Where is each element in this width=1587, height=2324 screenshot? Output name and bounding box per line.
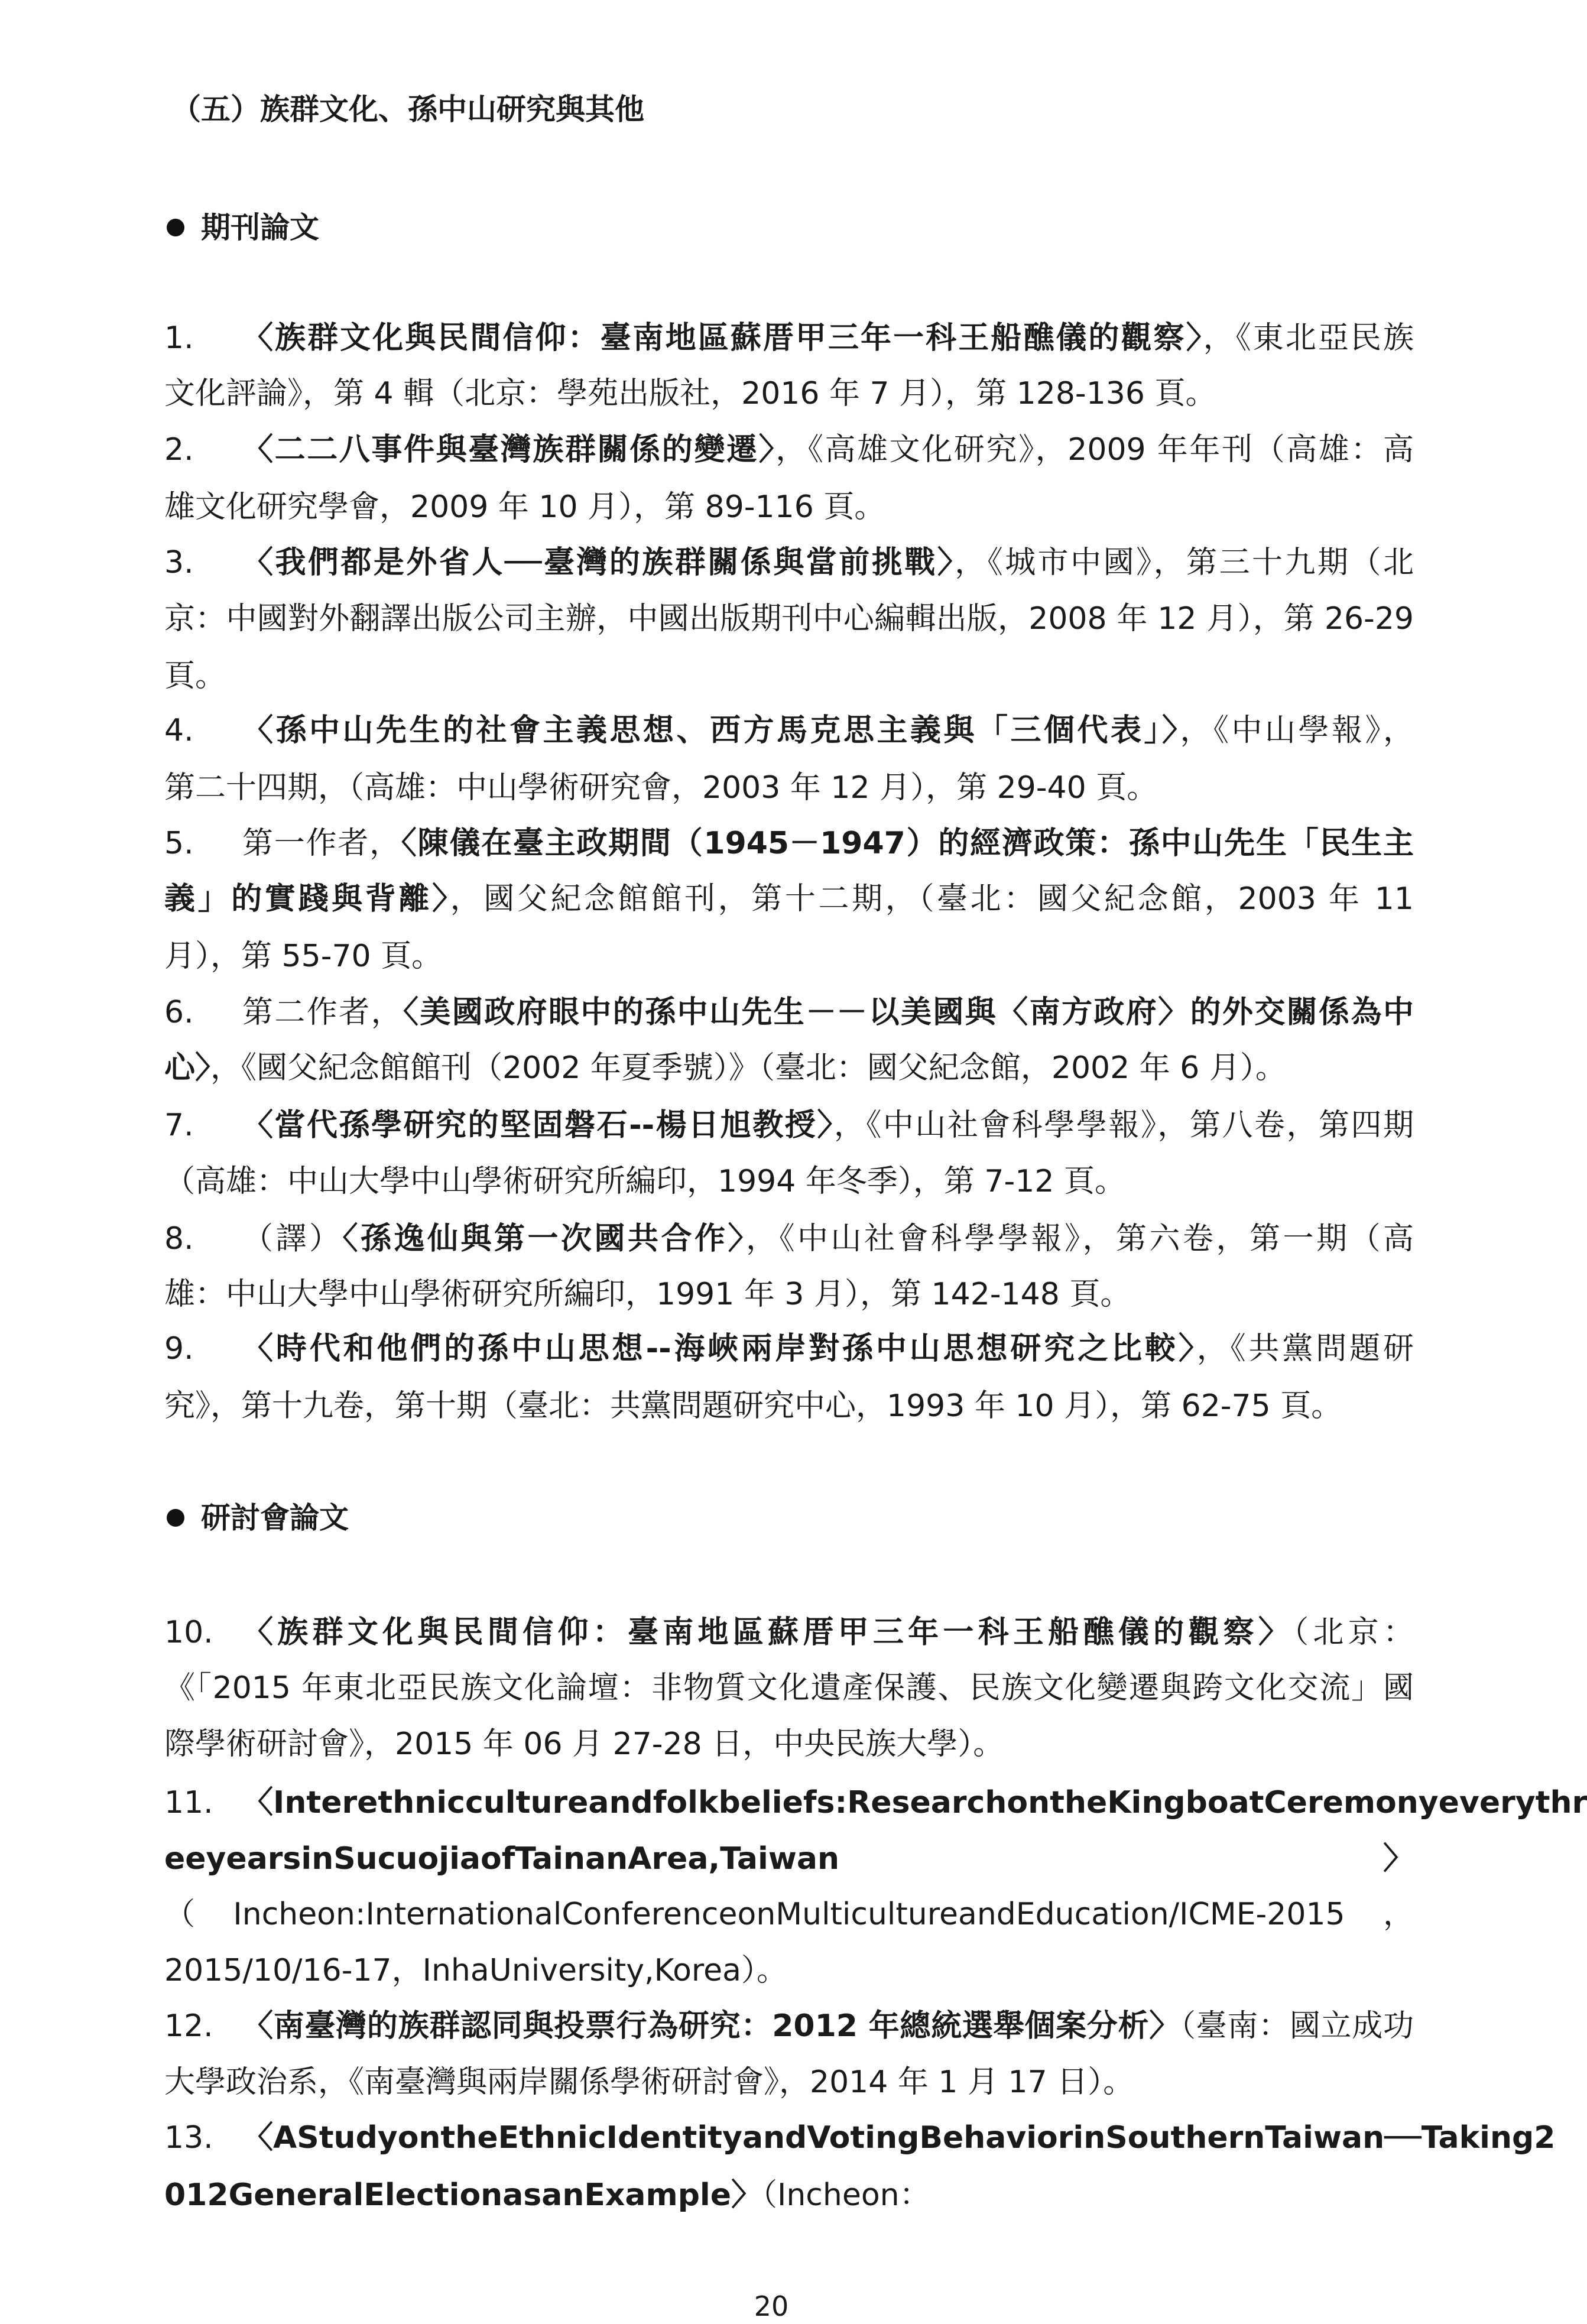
entry-line xyxy=(164,598,1414,640)
entry-line xyxy=(164,767,1157,809)
entry-title: 012GeneralElectionasanExample〉 xyxy=(164,2177,762,2213)
entry-line xyxy=(164,1894,1414,1935)
entry-text: 究》，第十九卷，第十期（臺北：共黨問題研究中心，1993 年 10 月），第 62-75 頁。 xyxy=(164,1388,1342,1424)
entry-title: 〈南臺灣的族群認同與投票行為研究：2012 年總統選舉個案分析〉 xyxy=(242,2008,1180,2044)
entry-number: 8. xyxy=(164,1221,194,1257)
entry-title: 〈AStudyontheEthnicIdentityandVotingBehaviorinSouthernTaiwan──Taking2 xyxy=(242,2120,1556,2156)
entry-title: 〈孫逸仙與第一次國共合作〉 xyxy=(342,1221,746,1257)
entry-number: 3. xyxy=(164,545,194,580)
entry-text: ，國父紀念館館刊，第十二期，（臺北：國父紀念館，2003 年 11 xyxy=(450,881,1414,917)
entry-title: 〈二二八事件與臺灣族群關係的變遷〉 xyxy=(242,432,776,468)
entry-title: 〈當代孫學研究的堅固磐石--楊日旭教授〉 xyxy=(242,1108,834,1143)
entry-text: ，《中山社會科學學報》，第六卷，第一期（高 xyxy=(745,1221,1414,1257)
entry-text: 文化評論》，第 4 輯（北京：學苑出版社，2016 年 7 月），第 128-136 頁。 xyxy=(164,376,1216,411)
entry-line xyxy=(164,1274,1131,1315)
entry-text: 月），第 55-70 頁。 xyxy=(164,939,443,974)
entry-line xyxy=(242,317,1414,359)
entry-line xyxy=(164,1838,1414,1880)
entry-title: 〈Interethniccultureandfolkbeliefs:ResearchontheKingboatCeremonyeverythr xyxy=(242,1785,1587,1820)
entry-title: 〈孫中山先生的社會主義思想、西方馬克思主義與「三個代表」〉 xyxy=(242,713,1180,748)
entry-text: ，《中山學報》， xyxy=(1180,713,1414,748)
entry-number: 4. xyxy=(164,713,194,748)
entry-text: 雄文化研究學會，2009 年 10 月），第 89-116 頁。 xyxy=(164,489,885,525)
journal-heading: 期刊論文 xyxy=(201,210,319,245)
entry-number: 1. xyxy=(164,320,194,356)
entry-title: 心〉 xyxy=(164,1050,211,1086)
entry-line xyxy=(164,655,226,697)
entry-line xyxy=(164,1667,1414,1709)
entry-title: 〈族群文化與民間信仰：臺南地區蘇厝甲三年一科王船醮儀的觀察〉 xyxy=(242,320,1203,356)
entry-title: eeyearsinSucuojiaofTainanArea,Taiwan〉 xyxy=(164,1841,1414,1877)
entry-text: 雄：中山大學中山學術研究所編印，1991 年 3 月），第 142-148 頁。 xyxy=(164,1277,1131,1312)
entry-text: 頁。 xyxy=(164,658,226,694)
entry-line xyxy=(164,936,442,977)
entry-line xyxy=(164,1047,1286,1089)
entry-title: 〈族群文化與民間信仰：臺南地區蘇厝甲三年一科王船醮儀的觀察〉 xyxy=(242,1615,1294,1650)
entry-text: ，《東北亞民族 xyxy=(1203,320,1414,356)
entry-text: 2015/10/16-17，InhaUniversity,Korea）。 xyxy=(164,1953,788,1988)
entry-line xyxy=(164,1723,1004,1765)
entry-text: 大學政治系，《南臺灣與兩岸關係學術研討會》，2014 年 1 月 17 日）。 xyxy=(164,2065,1134,2100)
entry-text: ，《城市中國》，第三十九期（北 xyxy=(955,545,1414,580)
entry-line xyxy=(164,1385,1342,1427)
entry-text: （譯） xyxy=(242,1221,343,1257)
entry-line xyxy=(242,2005,1414,2047)
entry-text: ，《國父紀念館館刊（2002 年夏季號）》（臺北：國父紀念館，2002 年 6 月）。 xyxy=(210,1050,1286,1086)
page-number: 20 xyxy=(754,2290,789,2322)
entry-text: 京：中國對外翻譯出版公司主辦，中國出版期刊中心編輯出版，2008 年 12 月），第 26-29 xyxy=(164,601,1414,637)
entry-text: 際學術研討會》，2015 年 06 月 27-28 日，中央民族大學）。 xyxy=(164,1726,1004,1762)
entry-number: 9. xyxy=(164,1331,194,1367)
entry-line xyxy=(164,1950,787,1991)
entry-title: 〈美國政府眼中的孫中山先生－－以美國與〈南方政府〉的外交關係為中 xyxy=(403,995,1414,1030)
entry-line xyxy=(164,373,1216,414)
entry-text: 第二作者， xyxy=(242,995,403,1030)
entry-line xyxy=(242,1105,1414,1146)
entry-line xyxy=(242,992,1414,1033)
entry-number: 13. xyxy=(164,2120,213,2156)
entry-number: 12. xyxy=(164,2008,213,2044)
entry-line xyxy=(164,1161,1125,1202)
entry-title: 〈陳儀在臺主政期間（1945－1947）的經濟政策：孫中山先生「民生主 xyxy=(401,826,1414,861)
entry-line xyxy=(164,2174,930,2216)
entry-line xyxy=(242,1782,1587,1823)
entry-text: ，《共黨問題研 xyxy=(1196,1331,1414,1367)
entry-text: 第一作者， xyxy=(242,826,401,861)
entry-text: （高雄：中山大學中山學術研究所編印，1994 年冬季），第 7-12 頁。 xyxy=(164,1164,1125,1199)
section-title: （五）族群文化、孫中山研究與其他 xyxy=(171,92,644,126)
entry-text: （臺南：國立成功 xyxy=(1180,2008,1414,2044)
entry-number: 5. xyxy=(164,826,194,861)
entry-line xyxy=(164,878,1414,920)
entry-number: 10. xyxy=(164,1615,213,1650)
entry-title: 〈時代和他們的孫中山思想--海峽兩岸對孫中山思想研究之比較〉 xyxy=(242,1331,1197,1367)
entry-title: 義」的實踐與背離〉 xyxy=(164,881,450,917)
entry-text: 《「2015 年東北亞民族文化論壇：非物質文化遺產保護、民族文化變遷與跨文化交流」國 xyxy=(164,1670,1414,1706)
entry-line xyxy=(242,1612,1414,1653)
entry-line xyxy=(164,486,885,528)
entry-line xyxy=(242,1328,1414,1369)
entry-line xyxy=(242,710,1414,751)
entry-text: （Incheon:InternationalConferenceonMulticultureandEducation/ICME-2015， xyxy=(164,1897,1414,1932)
bullet-icon xyxy=(167,1509,184,1527)
entry-title: 〈我們都是外省人──臺灣的族群關係與當前挑戰〉 xyxy=(242,545,955,580)
entry-line xyxy=(242,542,1414,583)
entry-line xyxy=(242,823,1414,864)
entry-text: 第二十四期，（高雄：中山學術研究會，2003 年 12 月），第 29-40 頁。 xyxy=(164,770,1158,806)
conference-heading: 研討會論文 xyxy=(201,1501,349,1535)
entry-line xyxy=(242,1218,1414,1260)
entry-text: （北京： xyxy=(1293,1615,1414,1650)
entry-text: ，《高雄文化研究》，2009 年年刊（高雄：高 xyxy=(775,432,1414,468)
bullet-icon xyxy=(167,219,184,236)
entry-line xyxy=(164,2062,1134,2103)
entry-text: （Incheon： xyxy=(762,2177,930,2213)
entry-number: 7. xyxy=(164,1108,194,1143)
entry-line xyxy=(242,2117,1556,2159)
entry-number: 6. xyxy=(164,995,194,1030)
entry-number: 2. xyxy=(164,432,194,468)
entry-number: 11. xyxy=(164,1785,213,1820)
entry-text: ，《中山社會科學學報》，第八卷，第四期 xyxy=(833,1108,1414,1143)
entry-line xyxy=(242,429,1414,470)
